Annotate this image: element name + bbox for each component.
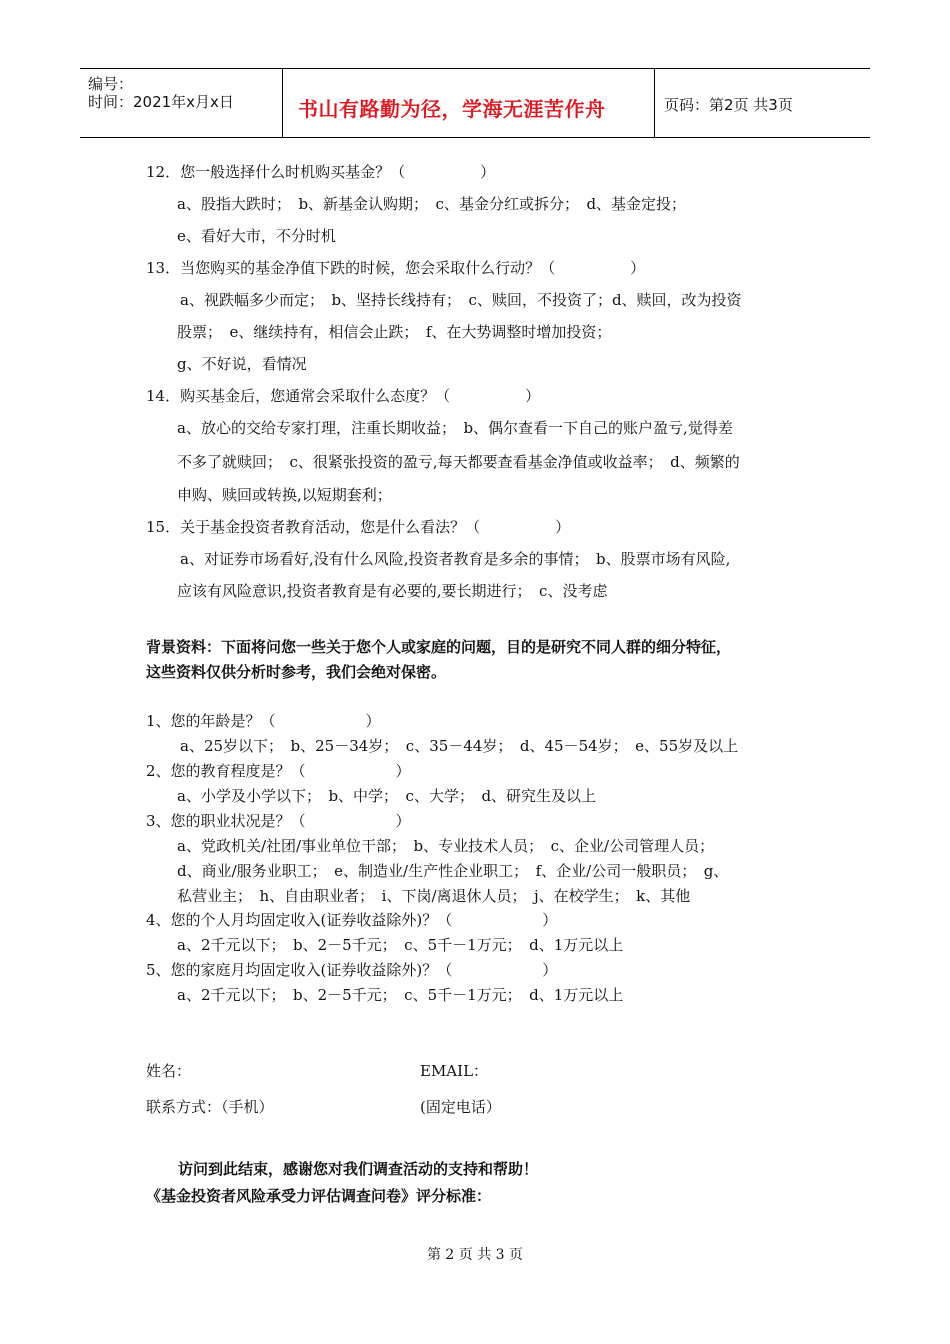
question-title: 2、您的教育程度是？（ ）: [146, 762, 411, 780]
time-label: 时间：2021年x月x日: [88, 93, 234, 111]
question-title: 3、您的职业状况是？（ ）: [146, 812, 411, 830]
answer-line: 股票； e、继续持有，相信会止跌； f、在大势调整时增加投资；: [177, 323, 612, 341]
answer-line: a、对证券市场看好,没有什么风险,投资者教育是多余的事情； b、股票市场有风险,: [180, 550, 731, 568]
number-label: 编号：: [88, 75, 134, 93]
answer-line: 不多了就赎回； c、很紧张投资的盈亏,每天都要查看基金净值或收益率； d、频繁的: [177, 453, 740, 471]
question-title: 12．您一般选择什么时机购买基金？（ ）: [146, 163, 496, 181]
answer-line: a、25岁以下； b、25－34岁； c、35－44岁； d、45－54岁； e、55岁及以上: [180, 737, 739, 755]
answer-line: 应该有风险意识,投资者教育是有必要的,要长期进行； c、没考虑: [177, 582, 608, 600]
answer-line: 申购、赎回或转换,以短期套利；: [177, 486, 392, 504]
page-footer: 第 2 页 共 3 页: [426, 1247, 524, 1263]
question-title: 15．关于基金投资者教育活动，您是什么看法？（ ）: [146, 518, 571, 536]
page-label: 页码：第2页 共3页: [664, 96, 793, 114]
answer-line: d、商业/服务业职工； e、制造业/生产性企业职工； f、企业/公司一般职员； g、: [177, 862, 729, 880]
page-header: [80, 68, 870, 138]
contact-label: 联系方式：（手机）: [146, 1098, 274, 1116]
header-motto-cell: [282, 69, 655, 137]
answer-line: a、党政机关/社团/事业单位干部； b、专业技术人员； c、企业/公司管理人员；: [177, 837, 715, 855]
answer-line: a、2千元以下； b、2－5千元； c、5千－1万元； d、1万元以上: [177, 986, 624, 1004]
question-title: 1、您的年龄是？（ ）: [146, 712, 381, 730]
answer-line: a、放心的交给专家打理，注重长期收益； b、偶尔查看一下自己的账户盈亏,觉得差: [177, 419, 733, 437]
question-title: 5、您的家庭月均固定收入(证券收益除外)？（ ）: [146, 961, 558, 979]
email-label: EMAIL：: [420, 1062, 489, 1080]
question-title: 13．当您购买的基金净值下跌的时候，您会采取什么行动？（ ）: [146, 259, 646, 277]
answer-line: a、视跌幅多少而定； b、坚持长线持有； c、赎回，不投资了；d、赎回，改为投资: [180, 291, 742, 309]
name-label: 姓名：: [146, 1062, 192, 1080]
answer-line: 私营业主； h、自由职业者； i、下岗/离退休人员； j、在校学生； k、其他: [177, 887, 691, 905]
motto: 书山有路勤为径，学海无涯苦作舟: [298, 97, 606, 121]
header-meta: [80, 69, 283, 137]
answer-line: a、股指大跌时； b、新基金认购期； c、基金分红或拆分； d、基金定投；: [177, 195, 687, 213]
phone-label: (固定电话）: [420, 1098, 501, 1116]
scoring-title: 《基金投资者风险承受力评估调查问卷》评分标准：: [146, 1187, 492, 1205]
thanks-text: 访问到此结束，感谢您对我们调查活动的支持和帮助！: [178, 1160, 539, 1178]
answer-line: e、看好大市，不分时机: [177, 227, 336, 245]
question-title: 4、您的个人月均固定收入(证券收益除外)？（ ）: [146, 911, 558, 929]
header-page-cell: [654, 69, 870, 137]
answer-line: a、小学及小学以下； b、中学； c、大学； d、研究生及以上: [177, 787, 597, 805]
question-title: 14．购买基金后，您通常会采取什么态度？（ ）: [146, 387, 541, 405]
answer-line: g、不好说，看情况: [177, 355, 307, 373]
background-heading-2: 这些资料仅供分析时参考，我们会绝对保密。: [146, 663, 447, 681]
answer-line: a、2千元以下； b、2－5千元； c、5千－1万元； d、1万元以上: [177, 936, 624, 954]
background-heading: 背景资料：下面将问您一些关于您个人或家庭的问题，目的是研究不同人群的细分特征，: [146, 638, 732, 656]
